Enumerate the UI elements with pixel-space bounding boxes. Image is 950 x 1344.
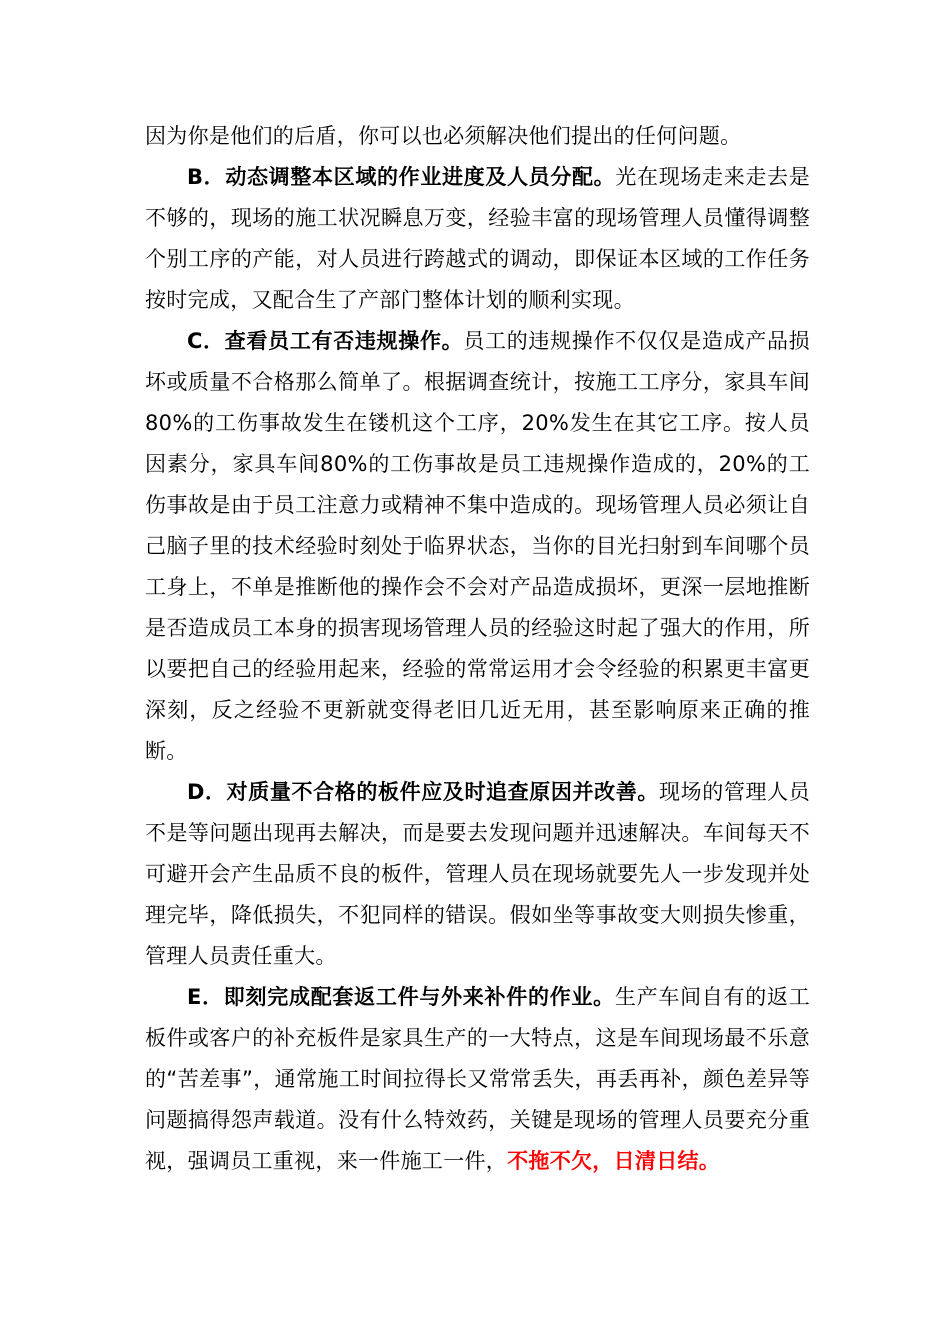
section-b-paragraph bbox=[145, 157, 810, 321]
intro-text: 因为你是他们的后盾，你可以也必须解决他们提出的任何问题。 bbox=[145, 124, 742, 148]
section-d-heading: D．对质量不合格的板件应及时追查原因并改善。 bbox=[187, 780, 659, 804]
section-e-body: 生产车间自有的返工板件或客户的补充板件是家具生产的一大特点，这是车间现场最不乐意的“苦差事”，通常施工时间拉得长又常常丢失，再丢再补，颜色差异等问题搞得怨声载道。没有什么特效药，关键是现场的管理人员要充分重视，强调员工重视，来一件施工一件， bbox=[145, 985, 811, 1173]
section-e-heading: E．即刻完成配套返工件与外来补件的作业。 bbox=[187, 985, 615, 1009]
section-b-heading: B．动态调整本区域的作业进度及人员分配。 bbox=[187, 165, 616, 189]
section-d-body: 现场的管理人员不是等问题出现再去解决，而是要去发现问题并迅速解决。车间每天不可避开会产生品质不良的板件，管理人员在现场就要先人一步发现并处理完毕，降低损失，不犯同样的错误。假如坐等事故变大则损失惨重，管理人员责任重大。 bbox=[145, 780, 810, 968]
document-body bbox=[145, 116, 810, 1182]
section-e-emphasis: 不拖不欠，日清日结。 bbox=[507, 1149, 721, 1173]
section-b-body: 光在现场走来走去是不够的，现场的施工状况瞬息万变，经验丰富的现场管理人员懂得调整个别工序的产能，对人员进行跨越式的调动，即保证本区域的工作任务按时完成，又配合生了产部门整体计划的顺利实现。 bbox=[145, 165, 810, 312]
section-c-body: 员工的违规操作不仅仅是造成产品损坏或质量不合格那么简单了。根据调查统计，按施工工序分，家具车间80%的工伤事故发生在镂机这个工序，20%发生在其它工序。按人员因素分，家具车间80%的工伤事故是员工违规操作造成的，20%的工伤事故是由于员工注意力或精神不集中造成的。现场管理人员必须让自己脑子里的技术经验时刻处于临界状态，当你的目光扫射到车间哪个员工身上，不单是推断他的操作会不会对产品造成损坏，更深一层地推断是否造成员工本身的损害现场管理人员的经验这时起了强大的作用，所以要把自己的经验用起来，经验的常常运用才会令经验的积累更丰富更深刻，反之经验不更新就变得老旧几近无用，甚至影响原来正确的推断。 bbox=[145, 329, 810, 763]
section-c-heading: C．查看员工有否违规操作。 bbox=[187, 329, 464, 353]
section-c-paragraph bbox=[145, 321, 810, 772]
section-e-paragraph bbox=[145, 977, 810, 1182]
section-d-paragraph bbox=[145, 772, 810, 977]
intro-paragraph bbox=[145, 116, 810, 157]
